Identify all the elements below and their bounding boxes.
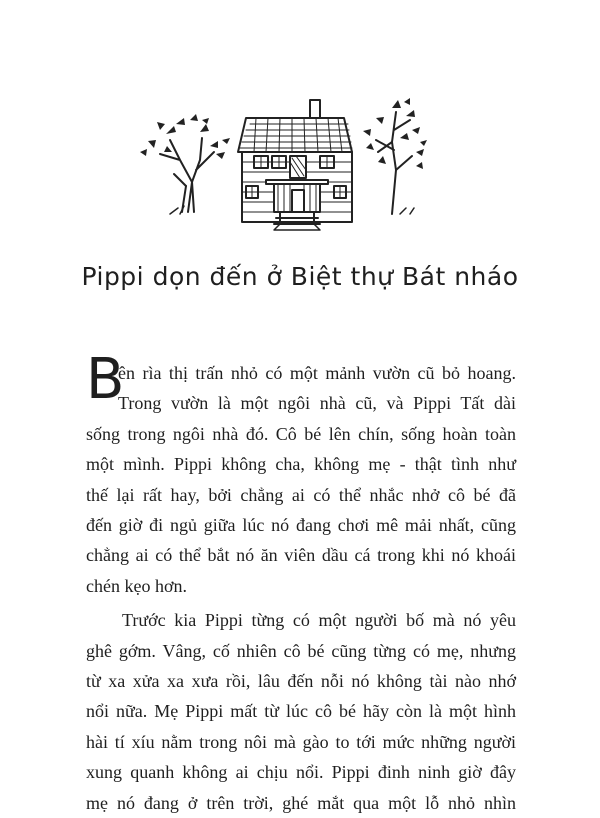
text-line: sống trong ngôi nhà đó. Cô bé lên chín, sống hoàn toàn xyxy=(86,423,516,444)
text-line: Trong vườn là một ngôi nhà cũ, và Pippi Tất dài xyxy=(118,393,516,414)
chapter-body xyxy=(86,358,516,818)
text-line: từ xa xửa xa xưa rồi, lâu đến nỗi nó không tài nào nhớ xyxy=(86,671,516,692)
text-line: nổi nữa. Mẹ Pippi mất từ lúc cô bé hãy còn là một hình xyxy=(86,701,516,722)
text-line: đến giờ đi ngủ giữa lúc nó đang chơi mê mải nhất, cũng xyxy=(86,515,516,536)
text-line: Trước kia Pippi từng có một người bố mà nó yêu xyxy=(122,610,516,631)
text-line: một mình. Pippi không cha, không mẹ - thật tình như xyxy=(86,454,516,475)
text-line: mẹ nó đang ở trên trời, ghé mắt qua một lỗ nhỏ nhìn xyxy=(86,792,516,813)
paragraph-1 xyxy=(86,358,516,601)
text-line: hài tí xíu nằm trong nôi mà gào to tới mức những người xyxy=(86,731,516,752)
text-line: chẳng ai có thể bắt nó ăn viên dầu cá trong khi nó khoái xyxy=(86,545,516,566)
right-tree-icon xyxy=(376,112,412,214)
text-line: chén kẹo hơn. xyxy=(86,575,187,596)
paragraph-2 xyxy=(86,605,516,818)
text-line: ghê gớm. Vâng, cố nhiên cô bé cũng từng có mẹ, nhưng xyxy=(86,640,516,661)
chapter-title: Pippi dọn đến ở Biệt thự Bát nháo xyxy=(81,262,519,291)
text-line: thế lại rất hay, bởi chẳng ai có thể nhắc nhở cô bé đã xyxy=(86,484,516,505)
drop-cap: B xyxy=(86,347,125,412)
house-with-trees-illustration xyxy=(130,90,430,240)
text-line: ên rìa thị trấn nhỏ có một mảnh vườn cũ bỏ hoang. xyxy=(118,363,516,383)
text-line: xung quanh không ai chịu nổi. Pippi đinh ninh giờ đây xyxy=(86,762,516,783)
house-icon xyxy=(238,100,352,230)
